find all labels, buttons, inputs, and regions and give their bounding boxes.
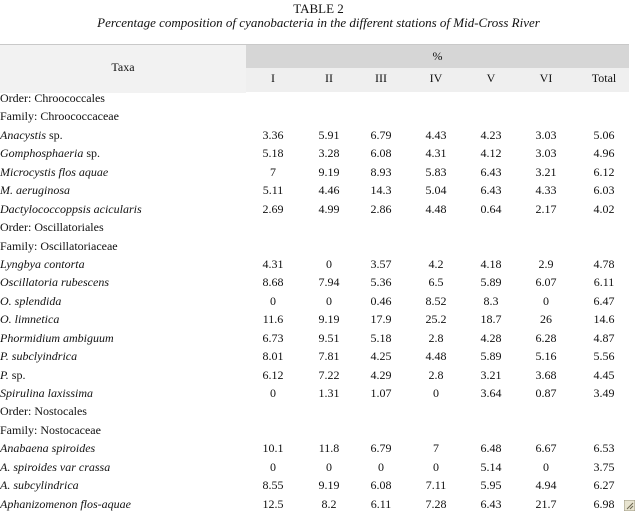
table-cell: 0 [543, 459, 549, 474]
table-cell: 5.89 [480, 275, 502, 290]
table-cell: 0 [543, 293, 549, 308]
table-cell: 4.46 [318, 183, 340, 198]
table-row [0, 144, 637, 162]
table-header [0, 44, 629, 92]
table-row [0, 495, 637, 513]
taxon-name-italic: M. aeruginosa [0, 183, 70, 198]
table-cell: 3.57 [370, 256, 392, 271]
table-cell: 5.18 [370, 330, 392, 345]
table-cell: 4.78 [593, 256, 615, 271]
table-cell: 4.33 [535, 183, 557, 198]
table-cell: 6.07 [535, 275, 557, 290]
table-cell: 6.03 [593, 183, 615, 198]
table-cell: 1.07 [370, 386, 392, 400]
table-row [0, 273, 637, 291]
taxon-name [0, 163, 108, 181]
table-cell: 3.49 [593, 386, 615, 400]
taxon-name-suffix: sp. [46, 127, 63, 142]
taxon-name [0, 347, 77, 365]
taxon-name [0, 255, 85, 273]
table-cell: 4.31 [425, 146, 447, 161]
table-row [0, 292, 637, 310]
table-cell: 6.47 [593, 293, 615, 308]
table-cell: 2.17 [535, 201, 557, 216]
table-cell: 11.8 [318, 441, 340, 456]
table-cell: 6.79 [370, 127, 392, 142]
column-header-total: Total [591, 71, 617, 85]
table-cell: 7.28 [425, 496, 447, 511]
table-cell: 4.87 [593, 330, 615, 345]
group-row [0, 107, 637, 125]
table-cell: 6.08 [370, 146, 392, 161]
table-cell: 3.28 [318, 146, 340, 161]
table-cell: 9.19 [318, 478, 340, 493]
taxon-name-italic: Anabaena spiroides [0, 441, 96, 456]
table-cell: 8.52 [425, 293, 447, 308]
taxon-name [0, 329, 114, 347]
table-cell: 8.68 [262, 275, 284, 290]
table-cell: 5.56 [593, 349, 615, 364]
table-cell: 4.96 [593, 146, 615, 161]
table-cell: 6.48 [480, 441, 502, 456]
group-row [0, 89, 637, 107]
table-cell: 2.8 [428, 330, 444, 345]
taxon-name-italic: Anacystis [0, 127, 46, 142]
table-cell: 4.18 [480, 256, 502, 271]
table-cell: 12.5 [262, 496, 284, 511]
group-row [0, 402, 637, 420]
taxon-name-suffix: sp. [83, 146, 101, 161]
table-cell: 5.04 [425, 183, 447, 198]
table-cell: 6.98 [593, 496, 615, 511]
table-body [0, 89, 637, 513]
table-cell: 7.94 [318, 275, 340, 290]
percent-header: % [432, 49, 443, 63]
table-cell: 0 [326, 256, 332, 271]
table-cell: 6.73 [262, 330, 284, 345]
taxa-header: Taxa [111, 60, 135, 74]
table-cell: 3.68 [535, 367, 557, 382]
taxon-name-italic: A. subcylindrica [0, 478, 79, 493]
table-cell: 5.16 [535, 349, 557, 364]
column-header-v: V [486, 71, 496, 85]
table-cell: 6.12 [593, 164, 615, 179]
table-row [0, 384, 637, 402]
table-cell: 7.22 [318, 367, 340, 382]
table-cell: 2.9 [538, 256, 554, 271]
table-cell: 4.02 [593, 201, 615, 216]
table-cell: 4.12 [480, 146, 502, 161]
taxon-name-italic: O. limnetica [0, 312, 60, 327]
taxon-name-italic: Gomphosphaeria [0, 146, 84, 161]
table-cell: 4.94 [535, 478, 557, 493]
table-cell: 4.45 [593, 367, 615, 382]
table-cell: 14.3 [370, 183, 392, 198]
table-cell: 14.6 [593, 312, 615, 327]
group-label: Family: Oscillatoriaceae [0, 238, 118, 253]
table-cell: 8.55 [262, 478, 284, 493]
table-cell: 0.64 [480, 201, 502, 216]
taxon-name [0, 439, 95, 457]
table-cell: 9.19 [318, 164, 340, 179]
table-cell: 6.43 [480, 496, 502, 511]
group-row [0, 237, 637, 255]
taxon-name [0, 200, 142, 218]
group-label: Family: Chroococcaceae [0, 109, 119, 124]
table-cell: 1.31 [318, 386, 340, 400]
table-cell: 5.06 [593, 127, 615, 142]
table-cell: 3.36 [262, 127, 284, 142]
taxon-name-italic: Oscillatoria rubescens [0, 275, 109, 290]
table-cell: 4.25 [370, 349, 392, 364]
taxon-name-italic: Spirulina laxissima [0, 386, 94, 400]
table-cell: 6.27 [593, 478, 615, 493]
taxon-name-italic: Aphanizomenon flos-aquae [0, 496, 131, 511]
taxon-name-italic: Microcystis flos aquae [0, 164, 109, 179]
table-cell: 8.01 [262, 349, 284, 364]
table-row [0, 255, 637, 273]
table-cell: 4.99 [318, 201, 340, 216]
table-cell: 3.75 [593, 459, 615, 474]
table-cell: 4.28 [480, 330, 502, 345]
table-cell: 4.2 [428, 256, 444, 271]
table-cell: 6.53 [593, 441, 615, 456]
table-cell: 6.28 [535, 330, 557, 345]
table-row [0, 458, 637, 476]
taxon-name [0, 495, 131, 513]
table-cell: 5.89 [480, 349, 502, 364]
table-row [0, 310, 637, 328]
table-cell: 9.19 [318, 312, 340, 327]
table-cell: 4.29 [370, 367, 392, 382]
table-cell: 5.95 [480, 478, 502, 493]
table-cell: 7.11 [425, 478, 447, 493]
table-cell: 7 [433, 441, 439, 456]
taxon-name-italic: P. subclyindrica [0, 349, 78, 364]
taxon-name-italic: P. [0, 367, 9, 382]
table-cell: 0 [270, 459, 276, 474]
group-label: Family: Nostocaceae [0, 422, 101, 437]
group-label: Order: Nostocales [0, 404, 87, 419]
table-cell: 3.03 [535, 146, 557, 161]
taxon-name-italic: A. spiroides var crassa [0, 459, 111, 474]
table-cell: 0 [433, 386, 439, 400]
table-cell: 0 [270, 293, 276, 308]
table-cell: 8.93 [370, 164, 392, 179]
table-cell: 4.23 [480, 127, 502, 142]
table-cell: 3.64 [480, 386, 502, 400]
table-cell: 6.12 [262, 367, 284, 382]
table-subtitle: Percentage composition of cyanobacteria in the different stations of Mid-Cross River [97, 15, 540, 30]
table-cell: 0 [326, 293, 332, 308]
taxon-name [0, 144, 100, 162]
table-cell: 4.43 [425, 127, 447, 142]
table-cell: 0 [433, 459, 439, 474]
table-cell: 17.9 [370, 312, 392, 327]
taxon-name-italic: Lyngbya contorta [0, 256, 85, 271]
taxon-name [0, 126, 63, 144]
table-cell: 0.46 [370, 293, 392, 308]
table-row [0, 126, 637, 144]
table-cell: 18.7 [480, 312, 502, 327]
table-cell: 6.11 [593, 275, 615, 290]
table-cell: 25.2 [425, 312, 447, 327]
table-cell: 0 [270, 386, 276, 400]
taxon-name [0, 458, 110, 476]
column-header-iii: III [375, 71, 387, 85]
table-cell: 2.8 [428, 367, 444, 382]
table-cell: 4.48 [425, 201, 447, 216]
table-cell: 2.69 [262, 201, 284, 216]
table-cell: 3.21 [480, 367, 502, 382]
table-row [0, 181, 637, 199]
taxon-name [0, 273, 109, 291]
table-row [0, 366, 637, 384]
table-cell: 11.6 [262, 312, 284, 327]
table-cell: 6.5 [428, 275, 444, 290]
column-header-iv: IV [429, 71, 443, 85]
table-cell: 6.43 [480, 164, 502, 179]
table-cell: 3.03 [535, 127, 557, 142]
table-cell: 4.31 [262, 256, 284, 271]
taxon-name [0, 476, 79, 494]
table-cell: 8.2 [321, 496, 337, 511]
table-cell: 5.83 [425, 164, 447, 179]
table-row [0, 476, 637, 494]
table-cell: 5.36 [370, 275, 392, 290]
table-cell: 4.48 [425, 349, 447, 364]
table-cell: 7 [270, 164, 276, 179]
table-cell: 6.11 [370, 496, 392, 511]
taxon-name-suffix: sp. [8, 367, 26, 382]
table-cell: 10.1 [262, 441, 284, 456]
table-row [0, 329, 637, 347]
taxon-name [0, 292, 61, 310]
column-header-ii: II [325, 71, 333, 85]
table-cell: 5.14 [480, 459, 502, 474]
taxon-name-italic: O. splendida [0, 293, 62, 308]
table-cell: 0.87 [535, 386, 557, 400]
table-row [0, 163, 637, 181]
taxon-name [0, 310, 59, 328]
table-cell: 2.86 [370, 201, 392, 216]
taxon-name [0, 384, 93, 402]
group-row [0, 218, 637, 236]
table-cell: 5.91 [318, 127, 340, 142]
table-cell: 6.43 [480, 183, 502, 198]
table-cell: 7.81 [318, 349, 340, 364]
table-row [0, 439, 637, 457]
group-label: Order: Oscillatoriales [0, 220, 104, 235]
table-title: TABLE 2 [293, 1, 344, 16]
column-header-i: I [271, 71, 275, 85]
table-cell: 5.11 [262, 183, 284, 198]
table-row [0, 200, 637, 218]
table-cell: 5.18 [262, 146, 284, 161]
table-cell: 26 [540, 312, 552, 327]
table-cell: 3.21 [535, 164, 557, 179]
column-header-vi: VI [539, 71, 553, 85]
taxon-name-italic: Dactylococcoppsis acicularis [0, 201, 142, 216]
table-cell: 0 [326, 459, 332, 474]
resize-grip-icon[interactable] [624, 500, 635, 511]
table-row [0, 347, 637, 365]
taxon-name-italic: Phormidium ambiguum [0, 330, 114, 345]
table-cell: 9.51 [318, 330, 340, 345]
table-cell: 21.7 [535, 496, 557, 511]
table-cell: 6.79 [370, 441, 392, 456]
table-cell: 6.67 [535, 441, 557, 456]
table-cell: 6.08 [370, 478, 392, 493]
table-cell: 8.3 [483, 293, 499, 308]
table-cell: 0 [378, 459, 384, 474]
taxon-name [0, 366, 25, 384]
taxon-name [0, 181, 70, 199]
group-row [0, 421, 637, 439]
group-label: Order: Chroococcales [0, 91, 105, 105]
